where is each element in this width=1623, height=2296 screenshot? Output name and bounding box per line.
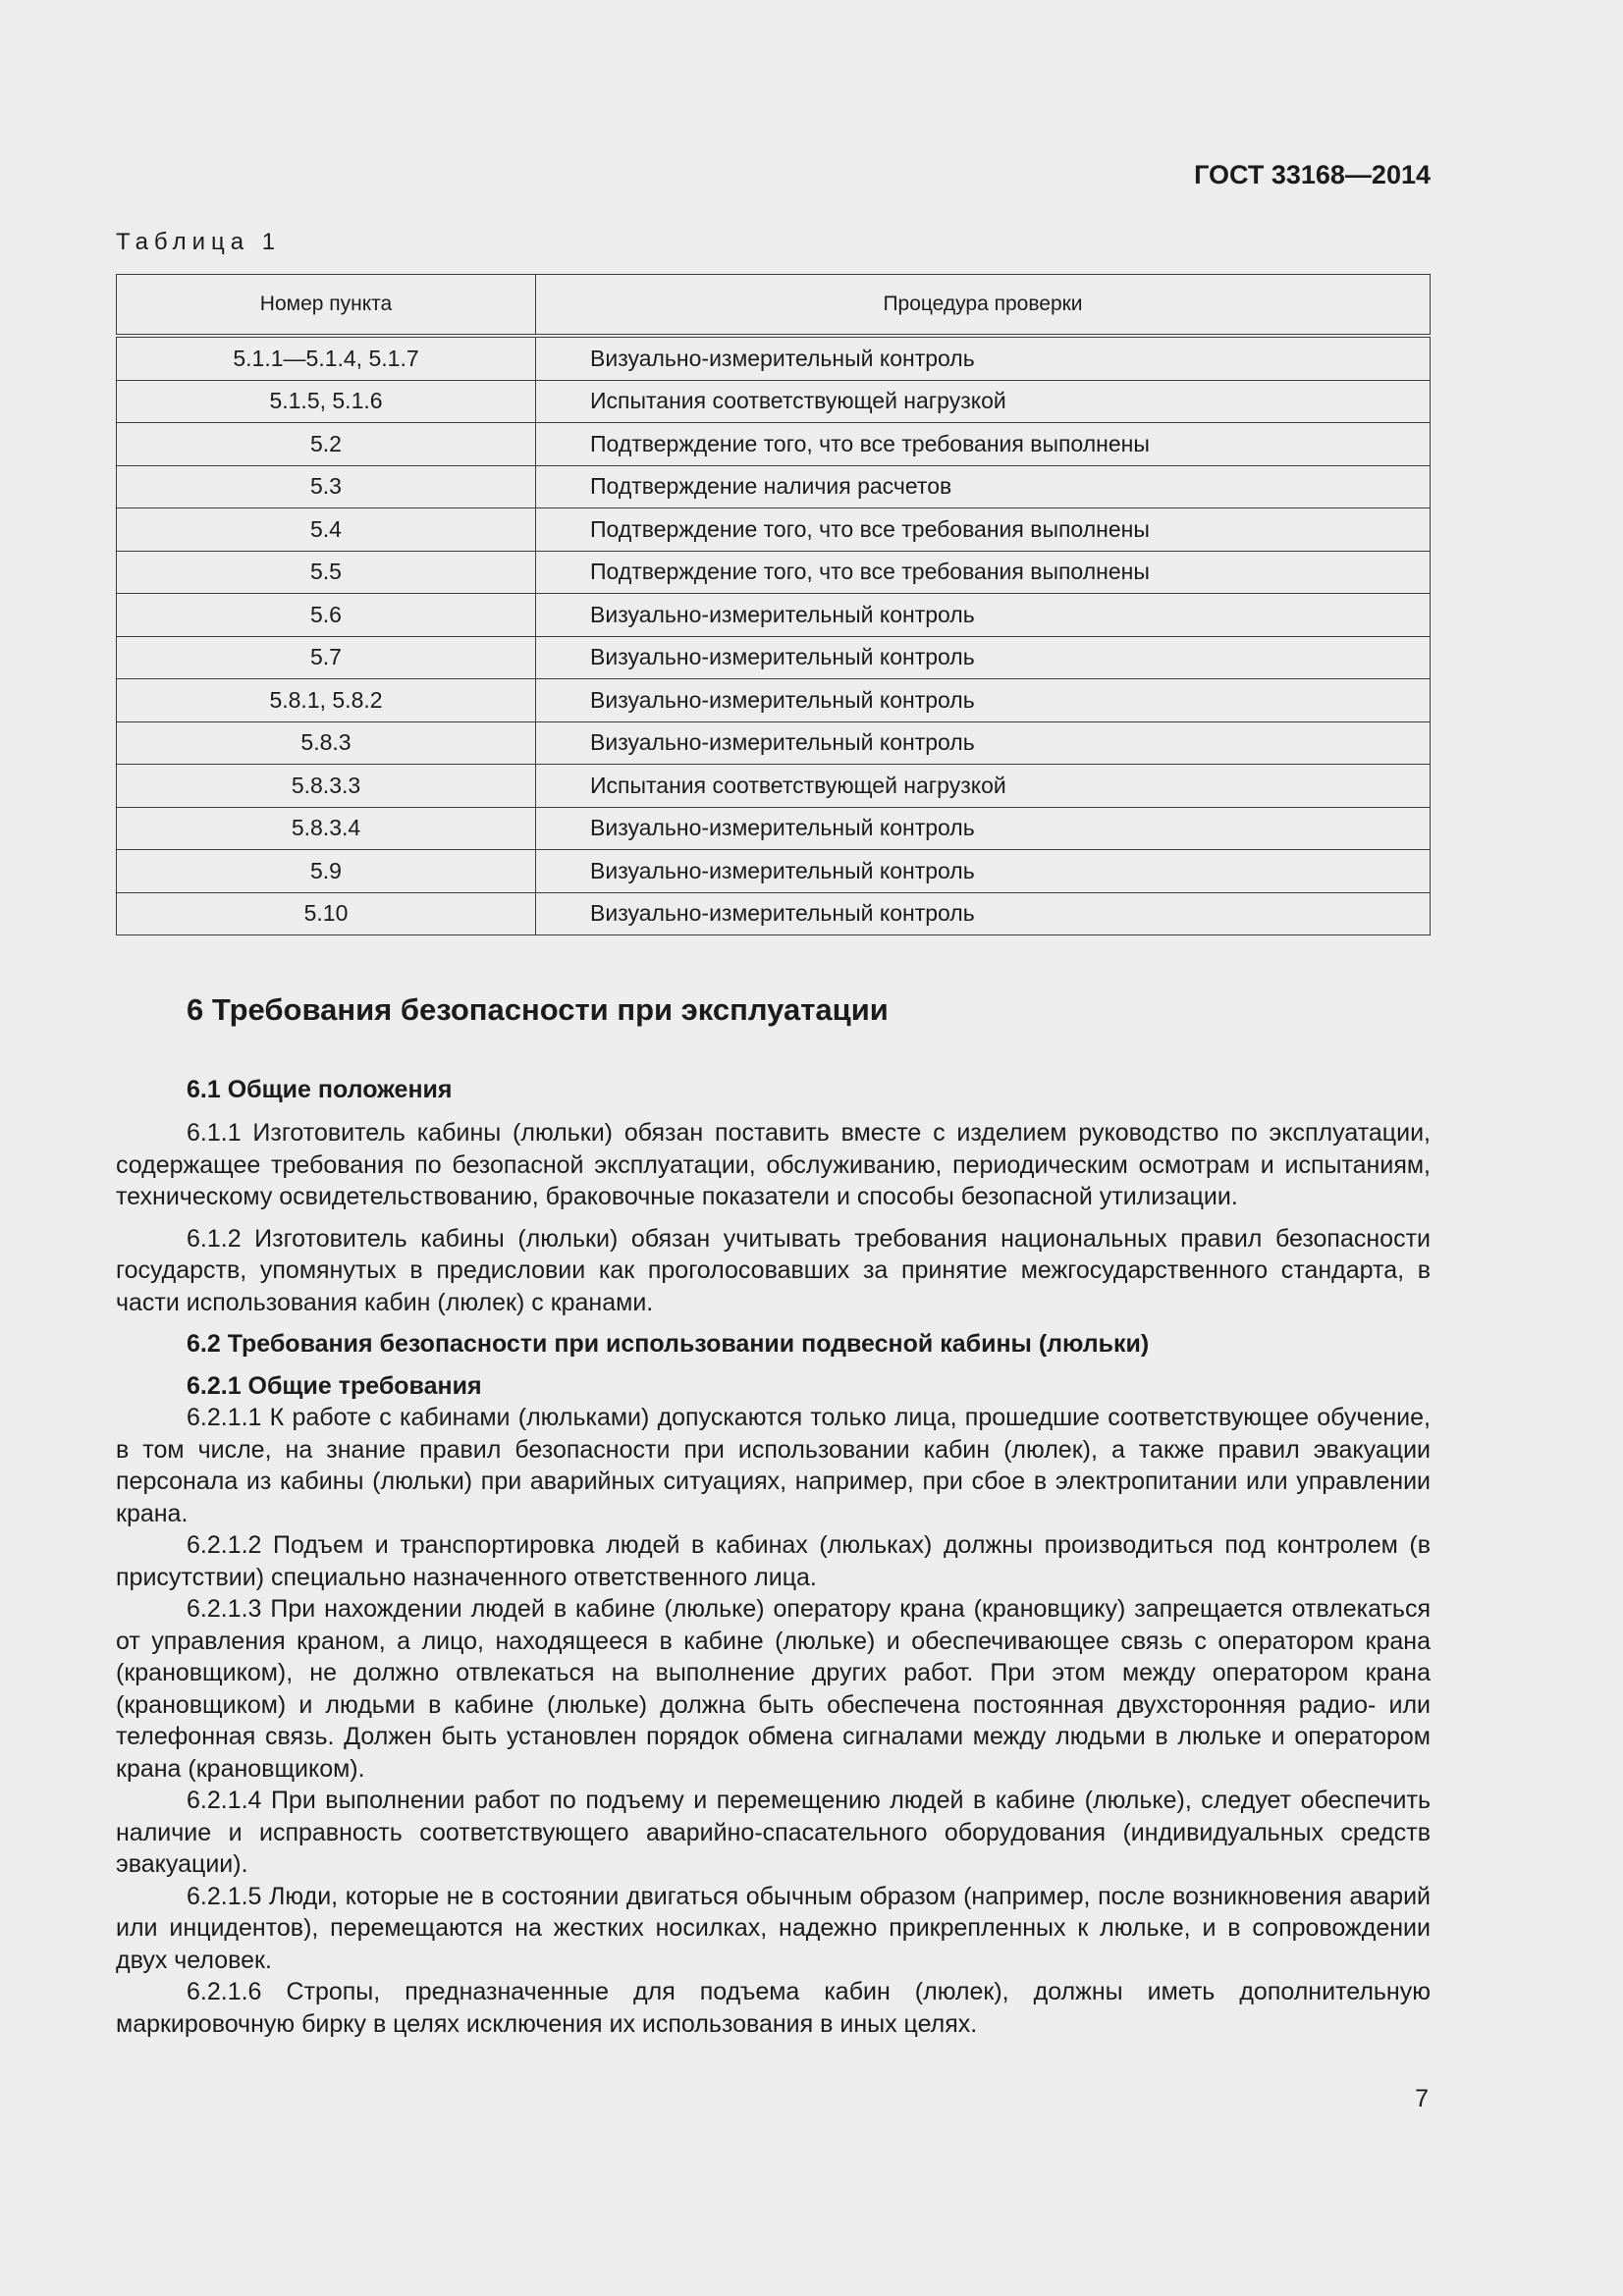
section-6-2-1-title: 6.2.1 Общие требования (187, 1371, 482, 1400)
paragraph-6-1-1: 6.1.1 Изготовитель кабины (люльки) обязан поставить вместе с изделием руководство по эксплуатации, содержащее требования по безопасной эксплуатации, обслуживанию, периодическим осмотрам и испытаниям, техническому освидетельствованию, браковочные показатели и способы безопасной утилизации. (116, 1119, 1431, 1210)
cell-item-number: 5.1.5, 5.1.6 (117, 380, 536, 423)
table-row (117, 721, 1431, 765)
table-row (117, 508, 1431, 552)
standard-number: ГОСТ 33168—2014 (1194, 160, 1431, 189)
section-6-2-title: 6.2 Требования безопасности при использовании подвесной кабины (люльки) (187, 1330, 1150, 1358)
cell-item-number: 5.10 (117, 892, 536, 935)
table-row (117, 892, 1431, 935)
section-6-1-title: 6.1 Общие положения (187, 1076, 453, 1103)
cell-procedure: Визуально-измерительный контроль (536, 594, 1431, 637)
cell-item-number: 5.8.3.3 (117, 765, 536, 808)
cell-item-number: 5.6 (117, 594, 536, 637)
cell-item-number: 5.1.1—5.1.4, 5.1.7 (117, 336, 536, 380)
cell-item-number: 5.2 (117, 423, 536, 466)
table-row (117, 594, 1431, 637)
cell-procedure: Визуально-измерительный контроль (536, 807, 1431, 850)
page-number: 7 (1415, 2085, 1429, 2112)
paragraph-6-2-1-4: 6.2.1.4 При выполнении работ по подъему и перемещению людей в кабине (люльке), следует обеспечить наличие и исправность соответствующего аварийно-спасательного оборудования (индивидуальных средств эвакуации). (116, 1787, 1431, 1878)
cell-item-number: 5.8.3.4 (117, 807, 536, 850)
paragraph-6-2-1-6: 6.2.1.6 Стропы, предназначенные для подъема кабин (люлек), должны иметь дополнительную маркировочную бирку в целях исключения их использования в иных целях. (116, 1978, 1431, 2038)
cell-procedure: Визуально-измерительный контроль (536, 892, 1431, 935)
cell-procedure: Подтверждение того, что все требования выполнены (536, 508, 1431, 552)
cell-procedure: Испытания соответствующей нагрузкой (536, 765, 1431, 808)
table-row (117, 380, 1431, 423)
cell-item-number: 5.8.1, 5.8.2 (117, 679, 536, 722)
table-row (117, 850, 1431, 893)
cell-procedure: Испытания соответствующей нагрузкой (536, 380, 1431, 423)
paragraph-6-2-1-3: 6.2.1.3 При нахождении людей в кабине (люльке) оператору крана (крановщику) запрещается отвлекаться от управления краном, а лицо, находящееся в кабине (люльке) и обеспечивающее связь с оператором крана (крановщиком), не должно отвлекаться на выполнение других работ. При этом между оператором крана (крановщиком) и людьми в кабине (люльке) должна быть обеспечена постоянная двухсторонняя радио- или телефонная связь. Должен быть установлен порядок обмена сигналами между людьми в люльке и оператором крана (крановщиком). (116, 1595, 1431, 1783)
table-row (117, 807, 1431, 850)
paragraph-6-2-1-2: 6.2.1.2 Подъем и транспортировка людей в кабинах (люльках) должны производиться под контролем (в присутствии) специально назначенного ответственного лица. (116, 1531, 1431, 1591)
cell-item-number: 5.7 (117, 636, 536, 679)
cell-procedure: Подтверждение того, что все требования выполнены (536, 423, 1431, 466)
cell-procedure: Подтверждение того, что все требования выполнены (536, 551, 1431, 594)
section-6-title: 6 Требования безопасности при эксплуатации (187, 992, 889, 1027)
cell-procedure: Визуально-измерительный контроль (536, 721, 1431, 765)
cell-item-number: 5.5 (117, 551, 536, 594)
table-caption: Таблица 1 (116, 229, 282, 255)
cell-item-number: 5.3 (117, 465, 536, 508)
table-row (117, 636, 1431, 679)
table-row (117, 336, 1431, 380)
cell-procedure: Визуально-измерительный контроль (536, 336, 1431, 380)
paragraph-6-2-1-5: 6.2.1.5 Люди, которые не в состоянии двигаться обычным образом (например, после возникновения аварий или инцидентов), перемещаются на жестких носилках, надежно прикрепленных к люльке, и в сопровождении двух человек. (116, 1882, 1431, 1974)
table-row (117, 465, 1431, 508)
column-header-item-number: Номер пункта (117, 275, 536, 337)
table-row (117, 551, 1431, 594)
column-header-procedure: Процедура проверки (536, 275, 1431, 337)
paragraph-6-1-2: 6.1.2 Изготовитель кабины (люльки) обязан учитывать требования национальных правил безопасности государств, упомянутых в предисловии как проголосовавших за принятие межгосударственного стандарта, в части использования кабин (люлек) с кранами. (116, 1224, 1431, 1316)
cell-procedure: Визуально-измерительный контроль (536, 679, 1431, 722)
cell-procedure: Визуально-измерительный контроль (536, 850, 1431, 893)
cell-procedure: Подтверждение наличия расчетов (536, 465, 1431, 508)
cell-item-number: 5.8.3 (117, 721, 536, 765)
cell-procedure: Визуально-измерительный контроль (536, 636, 1431, 679)
cell-item-number: 5.9 (117, 850, 536, 893)
table-row (117, 423, 1431, 466)
cell-item-number: 5.4 (117, 508, 536, 552)
paragraph-6-2-1-1: 6.2.1.1 К работе с кабинами (люльками) допускаются только лица, прошедшие соответствующее обучение, в том числе, на знание правил безопасности при использовании кабин (люлек), а также правил эвакуации персонала из кабины (люльки) при аварийных ситуациях, например, при сбое в электропитании или управлении крана. (116, 1404, 1431, 1527)
verification-table (116, 274, 1431, 935)
table-row (117, 679, 1431, 722)
table-row (117, 765, 1431, 808)
section-6-body (116, 1117, 1431, 2040)
